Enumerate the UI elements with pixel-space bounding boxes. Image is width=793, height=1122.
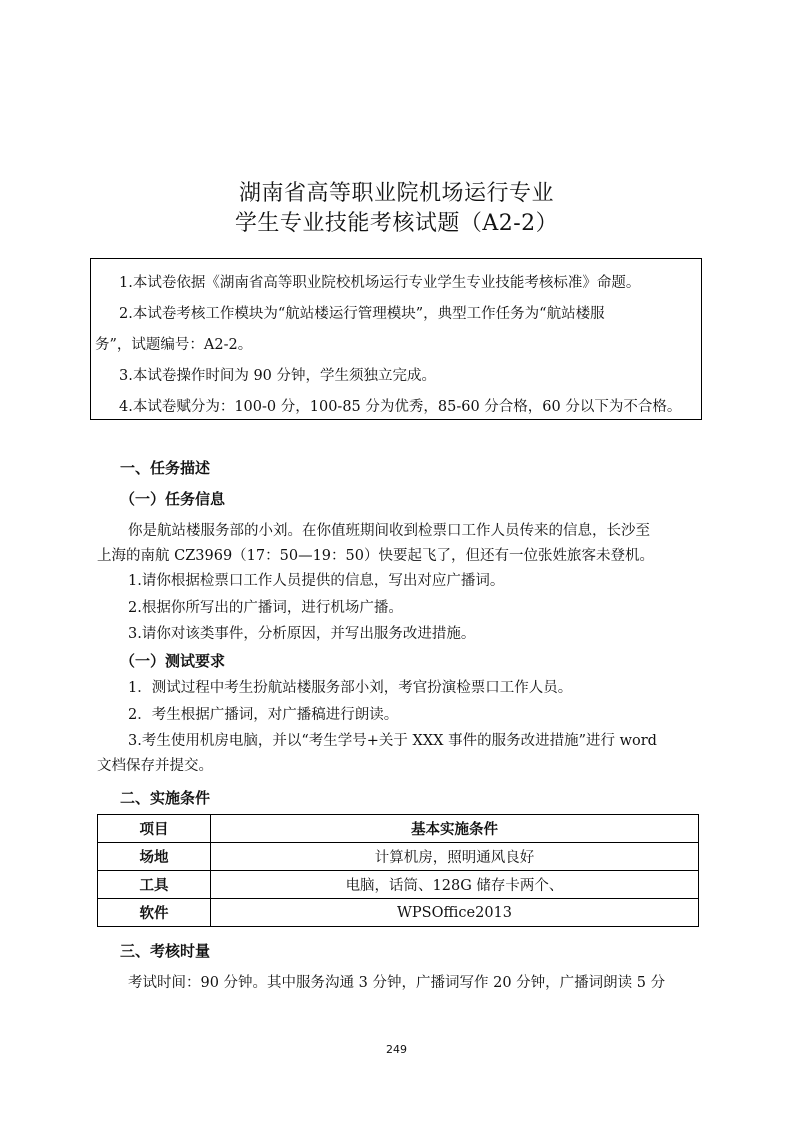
task-description-line-1: 你是航站楼服务部的小刘。在你值班期间收到检票口工作人员传来的信息，长沙至 <box>128 523 650 539</box>
table-header-row <box>98 815 699 843</box>
subsection-heading-info: （一）任务信息 <box>120 490 226 508</box>
notice-line-2: 2.本试卷考核工作模块为“航站楼运行管理模块”，典型工作任务为“航站楼服 <box>119 306 605 322</box>
notice-line-5: 4.本试卷赋分为：100-0 分，100-85 分为优秀，85-60 分合格，60 分以下为不合格。 <box>119 399 682 415</box>
subsection-heading-requirements: （一）测试要求 <box>120 652 226 670</box>
section-heading-task: 一、任务描述 <box>120 459 211 477</box>
table-row-value: 电脑，话筒、128G 储存卡两个、 <box>211 871 699 899</box>
page-number: 249 <box>386 1043 407 1056</box>
requirement-2: 2．考生根据广播词，对广播稿进行朗读。 <box>128 707 399 723</box>
requirement-3-continued: 文档保存并提交。 <box>97 758 213 774</box>
section-heading-duration: 三、考核时量 <box>120 942 211 960</box>
table-row-label: 场地 <box>98 843 211 871</box>
table-row <box>98 871 699 899</box>
task-item-1: 1.请你根据检票口工作人员提供的信息，写出对应广播词。 <box>128 573 505 589</box>
table-row <box>98 843 699 871</box>
requirement-1: 1．测试过程中考生扮航站楼服务部小刘，考官扮演检票口工作人员。 <box>128 680 573 696</box>
requirement-3: 3.考生使用机房电脑，并以“考生学号+关于 XXX 事件的服务改进措施”进行 word <box>128 733 657 749</box>
table-header-conditions: 基本实施条件 <box>211 815 699 843</box>
notice-line-3: 务”，试题编号：A2-2。 <box>95 337 253 353</box>
conditions-table <box>97 814 699 927</box>
document-title-line2: 学生专业技能考核试题（A2-2） <box>234 211 559 236</box>
table-row-value: 计算机房，照明通风良好 <box>211 843 699 871</box>
table-header-item: 项目 <box>98 815 211 843</box>
table-row-value: WPSOffice2013 <box>211 899 699 927</box>
document-title-line1: 湖南省高等职业院机场运行专业 <box>238 181 554 206</box>
table-row-label: 软件 <box>98 899 211 927</box>
exam-notice-box <box>90 258 702 420</box>
notice-line-1: 1.本试卷依据《湖南省高等职业院校机场运行专业学生专业技能考核标准》命题。 <box>119 275 641 291</box>
task-item-2: 2.根据你所写出的广播词，进行机场广播。 <box>128 600 403 616</box>
section-heading-conditions: 二、实施条件 <box>120 789 211 807</box>
task-item-3: 3.请你对该类事件，分析原因，并写出服务改进措施。 <box>128 626 476 642</box>
duration-text: 考试时间：90 分钟。其中服务沟通 3 分钟，广播词写作 20 分钟，广播词朗读 5 分 <box>128 975 666 991</box>
table-row-label: 工具 <box>98 871 211 899</box>
task-description-line-2: 上海的南航 CZ3969（17：50—19：50）快要起飞了，但还有一位张姓旅客未登机。 <box>97 548 654 564</box>
table-row <box>98 899 699 927</box>
notice-line-4: 3.本试卷操作时间为 90 分钟，学生须独立完成。 <box>119 368 437 384</box>
